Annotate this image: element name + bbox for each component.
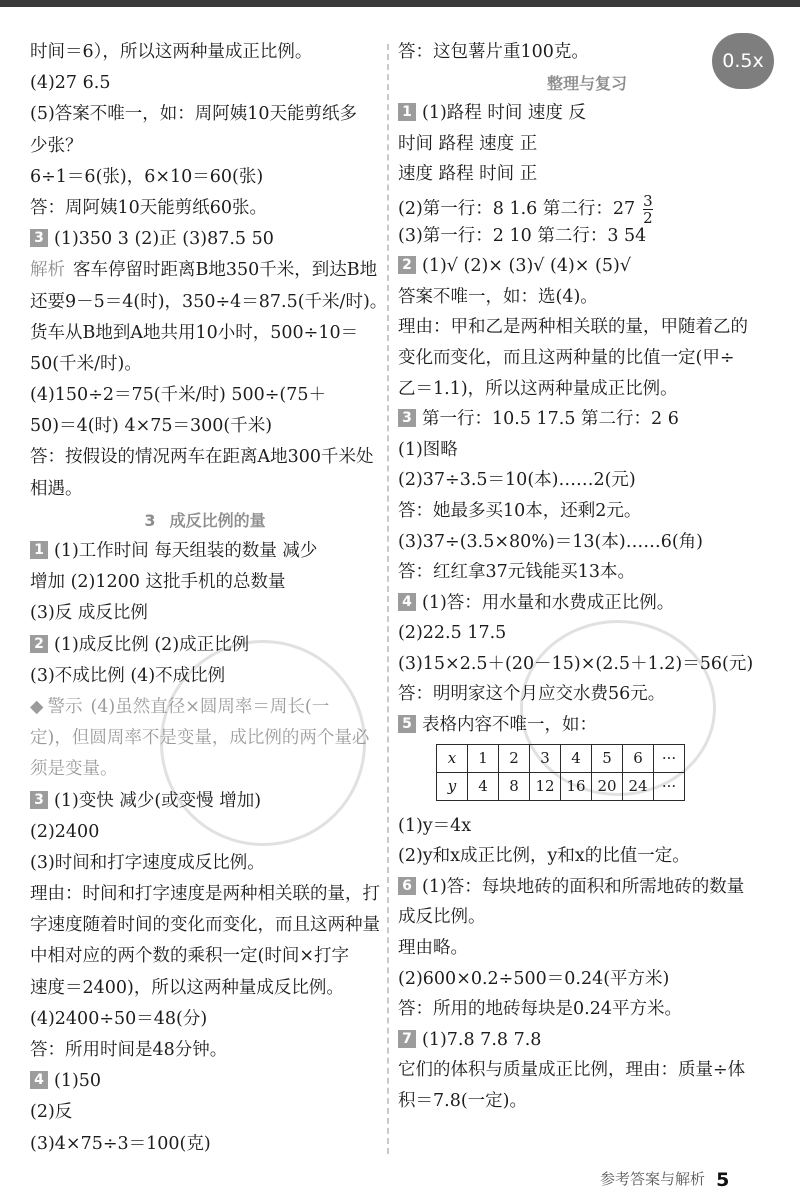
answer-text: (3)37÷(3.5×80%)＝13(本)……6(角) [398, 531, 703, 552]
table-cell: y [437, 772, 468, 800]
answer-line [398, 560, 776, 585]
table-cell: 2 [499, 744, 530, 772]
answer-line [398, 285, 776, 310]
table-cell: 4 [468, 772, 499, 800]
answer-text: (3)第一行：2 10 第二行：3 54 [398, 225, 647, 246]
answer-line [398, 844, 776, 869]
column-divider [387, 44, 389, 1154]
answer-text: 答案不唯一，如：选(4)。 [398, 286, 598, 307]
answer-line [398, 315, 776, 340]
answer-text: (3)15×2.5＋(20－15)×(2.5＋1.2)＝56(元) [398, 653, 754, 674]
answer-line [398, 468, 776, 493]
answer-text: 答：明明家这个月应交水费56元。 [398, 684, 666, 705]
analysis-tag: 解析 [30, 260, 65, 281]
answer-line [30, 196, 380, 221]
answer-line [30, 227, 380, 252]
answer-line [398, 407, 776, 432]
warning-text: 须是变量。 [30, 759, 118, 780]
answer-line [398, 1089, 776, 1114]
answer-line [30, 1132, 380, 1157]
answer-text: (4)2400÷50＝48(分) [30, 1008, 208, 1029]
table-cell: 8 [499, 772, 530, 800]
answer-line [30, 1038, 380, 1063]
table-cell: 6 [623, 744, 654, 772]
answer-line [398, 191, 776, 227]
answer-text: (1)7.8 7.8 7.8 [422, 1029, 542, 1050]
answer-line [398, 652, 776, 677]
page-number: 5 [716, 1169, 730, 1191]
table-cell: 16 [561, 772, 592, 800]
answer-text: 还要9－5＝4(时)，350÷4＝87.5(千米/时)。 [30, 291, 388, 312]
answer-text: (1)路程 时间 速度 反 [422, 103, 586, 124]
warning-icon: ◆ [30, 696, 44, 717]
answer-line [398, 814, 776, 839]
answer-text: (4)150÷2＝75(千米/时) 500÷(75＋ [30, 385, 327, 406]
answer-line [398, 40, 776, 65]
answer-text: (1)工作时间 每天组装的数量 减少 [54, 541, 318, 561]
answer-text: (1)√ (2)× (3)√ (4)× (5)√ [422, 256, 631, 277]
answer-text: (1)变快 减少(或变慢 增加) [54, 790, 262, 811]
answer-line [398, 713, 776, 738]
xy-table [436, 744, 685, 801]
question-number-badge: 1 [398, 103, 416, 121]
section-number: 3 [144, 510, 156, 530]
answer-text: 它们的体积与质量成正比例，理由：质量÷体 [398, 1060, 746, 1081]
table-cell: ··· [654, 772, 685, 800]
answer-line [30, 695, 380, 720]
answer-line [398, 621, 776, 646]
answer-text: 50(千米/时)。 [30, 353, 142, 374]
answer-line [30, 71, 380, 96]
fraction [643, 193, 653, 226]
footer-label: 参考答案与解析 [600, 1170, 706, 1188]
question-number-badge: 4 [30, 1071, 48, 1089]
question-number-badge: 3 [30, 229, 48, 247]
warning-text: (4)虽然直径×圆周率＝周长(一 [90, 696, 330, 717]
answer-text: (4)27 6.5 [30, 73, 111, 94]
answer-text: (3)4×75÷3＝100(克) [30, 1133, 211, 1154]
fraction-denominator: 2 [643, 208, 653, 227]
answer-line [398, 1028, 776, 1053]
answer-line [30, 882, 380, 907]
answer-line [30, 290, 388, 315]
answer-text: (1)答：用水量和水费成正比例。 [422, 592, 675, 613]
answer-text: (2)第一行：8 1.6 第二行：27 [398, 198, 636, 219]
answer-text: 客车停留时距离B地350千米，到达B地 [73, 260, 378, 281]
answer-line [30, 851, 380, 876]
answer-line [30, 40, 380, 65]
table-cell: 24 [623, 772, 654, 800]
answer-text: 增加 (2)1200 这批手机的总数量 [30, 572, 286, 593]
right-column [398, 40, 776, 1120]
answer-text: (2)37÷3.5＝10(本)……2(元) [398, 470, 636, 491]
answer-text: (2)y和x成正比例，y和x的比值一定。 [398, 846, 690, 867]
answer-text: 表格内容不唯一，如： [422, 715, 597, 736]
answer-line [398, 875, 776, 900]
table-cell: 4 [561, 744, 592, 772]
answer-text: 速度 路程 时间 正 [398, 164, 538, 185]
answer-line [30, 102, 380, 127]
answer-text: (3)不成比例 (4)不成比例 [30, 665, 226, 686]
answer-line [30, 757, 380, 782]
page-footer [600, 1168, 729, 1191]
answer-line [30, 1069, 380, 1094]
answer-text: 答：所用时间是48分钟。 [30, 1040, 228, 1060]
table-row [437, 744, 685, 772]
answer-line [398, 905, 776, 930]
answer-text: 货车从B地到A地共用10小时，500÷10＝ [30, 322, 359, 343]
answer-text: 理由：甲和乙是两种相关联的量，甲随着乙的 [398, 317, 748, 338]
fraction-numerator: 3 [643, 191, 653, 210]
answer-text: (2)600×0.2÷500＝0.24(平方米) [398, 968, 670, 989]
table-cell: 5 [592, 744, 623, 772]
answer-line [30, 165, 380, 190]
answer-text: (1)成反比例 (2)成正比例 [54, 634, 250, 655]
answer-text: 中相对应的两个数的乘积一定(时间×打字 [30, 946, 349, 967]
table-cell: 12 [530, 772, 561, 800]
top-border [0, 0, 800, 7]
answer-line [30, 726, 380, 751]
answer-line [30, 789, 380, 814]
section-heading [398, 71, 776, 96]
answer-line [30, 1007, 380, 1032]
question-number-badge: 7 [398, 1030, 416, 1048]
question-number-badge: 2 [30, 635, 48, 653]
answer-line [30, 414, 380, 439]
answer-text: 答：周阿姨10天能剪纸60张。 [30, 197, 268, 218]
table-cell: 1 [468, 744, 499, 772]
answer-text: 速度＝2400)，所以这两种量成反比例。 [30, 977, 344, 998]
answer-line [398, 224, 776, 249]
answer-text: 理由：时间和打字速度是两种相关联的量，打 [30, 884, 380, 905]
answer-line [398, 254, 776, 279]
question-number-badge: 3 [398, 409, 416, 427]
answer-line [30, 570, 380, 595]
table-cell: 3 [530, 744, 561, 772]
answer-line [30, 633, 380, 658]
section-title: 成反比例的量 [169, 510, 266, 530]
answer-line [398, 530, 776, 555]
section-title: 整理与复习 [546, 73, 627, 93]
answer-line [398, 499, 776, 524]
answer-line [398, 967, 776, 992]
answer-line [398, 682, 776, 707]
answer-text: (2)22.5 17.5 [398, 623, 507, 644]
answer-text: 理由略。 [398, 938, 468, 959]
answer-text: (3)时间和打字速度成反比例。 [30, 852, 265, 873]
warning-label: 警示 [47, 696, 83, 717]
answer-text: 第一行：10.5 17.5 第二行：2 6 [422, 409, 679, 430]
answer-text: 少张？ [30, 135, 83, 156]
answer-line [30, 321, 380, 346]
answer-line [30, 477, 380, 502]
answer-text: 字速度随着时间的变化而变化，而且这两种量 [30, 915, 380, 936]
answer-text: (1)图略 [398, 439, 458, 460]
answer-line [30, 134, 380, 159]
section-heading [30, 508, 380, 533]
answer-line [398, 132, 776, 157]
answer-line [398, 438, 776, 463]
answer-text: 变化而变化，而且这两种量的比值一定(甲÷ [398, 347, 735, 368]
answer-line [398, 162, 776, 187]
question-number-badge: 5 [398, 715, 416, 733]
answer-line [30, 383, 380, 408]
answer-text: 时间 路程 速度 正 [398, 133, 538, 154]
answer-line [398, 101, 776, 126]
answer-text: 6÷1＝6(张)，6×10＝60(张) [30, 166, 264, 187]
warning-text: 定)，但圆周率不是变量，成比例的两个量必 [30, 728, 370, 749]
table-row [437, 772, 685, 800]
answer-text: (3)反 成反比例 [30, 603, 148, 624]
answer-line [30, 445, 380, 470]
answer-text: (5)答案不唯一，如：周阿姨10天能剪纸多 [30, 104, 358, 125]
answer-line [30, 976, 380, 1001]
answer-text: (1)答：每块地砖的面积和所需地砖的数量 [422, 876, 745, 897]
question-number-badge: 1 [30, 541, 48, 559]
zoom-badge[interactable]: 0.5x [712, 33, 774, 89]
answer-line [30, 944, 380, 969]
table-cell: x [437, 744, 468, 772]
answer-line [398, 997, 776, 1022]
answer-line [30, 601, 380, 626]
answer-text: (1)y＝4x [398, 815, 472, 836]
answer-line [30, 258, 380, 283]
answer-line [30, 1100, 380, 1125]
answer-line [30, 913, 380, 938]
answer-line [398, 591, 776, 616]
answer-text: 乙＝1.1)，所以这两种量成正比例。 [398, 378, 678, 399]
answer-text: (2)反 [30, 1102, 73, 1123]
question-number-badge: 3 [30, 791, 48, 809]
answer-text: (2)2400 [30, 821, 100, 842]
table-cell: ··· [654, 744, 685, 772]
answer-line [398, 346, 776, 371]
answer-line [30, 352, 380, 377]
answer-line [398, 1058, 776, 1083]
answer-text: 答：所用的地砖每块是0.24平方米。 [398, 999, 682, 1020]
answer-text: 时间＝6），所以这两种量成正比例。 [30, 42, 313, 62]
question-number-badge: 2 [398, 256, 416, 274]
question-number-badge: 4 [398, 593, 416, 611]
answer-text: 答：按假设的情况两车在距离A地300千米处 [30, 447, 374, 468]
answer-line [30, 664, 380, 689]
answer-line [398, 377, 776, 402]
answer-text: 答：她最多买10本，还剩2元。 [398, 500, 642, 521]
answer-text: 50)＝4(时) 4×75＝300(千米) [30, 416, 273, 437]
xy-table-wrap [436, 744, 776, 808]
answer-text: 答：红红拿37元钱能买13本。 [398, 562, 636, 583]
answer-text: 答：这包薯片重100克。 [398, 42, 589, 62]
question-number-badge: 6 [398, 877, 416, 895]
answer-text: 相遇。 [30, 478, 83, 499]
answer-line [398, 936, 776, 961]
answer-line [30, 539, 380, 564]
answer-text: 积＝7.8(一定)。 [398, 1091, 527, 1111]
answer-text: 成反比例。 [398, 907, 486, 928]
left-column [30, 40, 388, 1163]
answer-text: (1)50 [54, 1071, 102, 1092]
table-cell: 20 [592, 772, 623, 800]
answer-text: (1)350 3 (2)正 (3)87.5 50 [54, 229, 274, 250]
answer-line [30, 820, 380, 845]
